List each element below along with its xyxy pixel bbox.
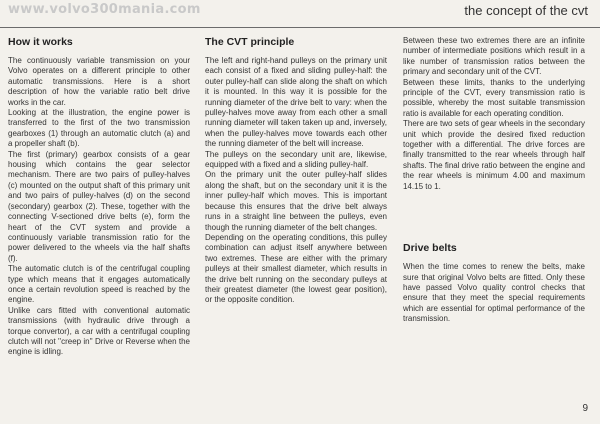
paragraph: Unlike cars fitted with conventional automatic transmissions (with hydraulic drive through a torque convertor), a car with a centrifugal coupling clutch will not ''creep in'' Drive or Reverse when the engine is idling. [8,305,190,357]
section-heading-drive-belts: Drive belts [403,242,457,255]
paragraph: Depending on the operating conditions, this pulley combination can adjust itself anywhere between two extremes. These are either with the primary pulleys at their smallest diameter, which results in the drive belt running on the secondary pulleys at their greatest diameter (the lowest gear position), or the opposite condition. [205,232,387,305]
paragraph: The pulleys on the secondary unit are, likewise, equipped with a fixed and a sliding pulley-half. [205,149,387,170]
paragraph: When the time comes to renew the belts, make sure that original Volvo belts are fitted. Only these have passed Volvo quality control checks that ensure that they meet the special requirements which are essential for optimal performance of the transmission. [403,262,585,324]
section-heading: How it works [8,36,73,48]
header-rule [0,27,600,28]
paragraph: The left and right-hand pulleys on the primary unit each consist of a fixed and sliding pulley-half: the outer pulley-half can slide along the shaft on which it is mounted. In this way it is possible for the running diameter of the drive belt to vary: when the pulley-halves move away from each other a small running diameter will taken taken up and, inversely, when the pulley-halves move towards each other the running diameter of the belt will increase. [205,56,387,149]
paragraph: There are two sets of gear wheels in the secondary unit which provide the desired fixed reduction together with a differential. The drive forces are finally transmitted to the rear wheels through half shafts. The final drive ratio between the engine and the rear wheels is minimum 4.00 and maximum 14.15 to 1. [403,119,585,191]
column-cvt-principle [205,30,387,306]
page-number: 9 [582,403,588,414]
column-how-it-works [8,30,190,358]
paragraph: Looking at the illustration, the engine power is transferred to the first of the two transmission gearboxes (1) through an automatic clutch (a) and a propeller shaft (b). [8,108,190,149]
paragraph: The continuously variable transmission on your Volvo operates on a different principle to other automatic transmissions. Here is a short description of how the variable ratio belt drive works in the car. [8,56,190,107]
paragraph: On the primary unit the outer pulley-half slides along the shaft, but on the secondary unit it is the inner pulley-half which moves. This is important because this ensures that the drive belt always runs in a straight line between the pulleys, even though the running diameter of the belt changes. [205,170,387,232]
paragraph: Between these limits, thanks to the underlying principle of the CVT, every transmission ratio is possible, whereby the most suitable transmission ratio is available for each operating condition. [403,77,585,118]
column-continued [403,30,585,325]
site-watermark: www.volvo300mania.com [8,2,201,17]
page-header-title: the concept of the cvt [464,3,588,18]
paragraph: The first (primary) gearbox consists of a gear housing which contains the gear selector mechanism. There are two pairs of pulley-halves (c) mounted on the output shaft of this primary unit and two pairs of pulley-halves (d) on the second (secondary) gearbox (2). These, together with the connecting V-sectioned drive belts (e), form the heart of the CVT system and provide a continuously variable transmission ratio for the power delivered to the wheels via the half shafts (f). [8,149,190,263]
paragraph: Between these two extremes there are an infinite number of intermediate positions which result in a like number of transmission ratios between the primary and secondary unit of the CVT. [403,36,585,77]
paragraph: The automatic clutch is of the centrifugal coupling type which means that it engages automatically once a certain revolution speed is reached by the engine. [8,264,190,305]
section-heading: The CVT principle [205,36,295,48]
